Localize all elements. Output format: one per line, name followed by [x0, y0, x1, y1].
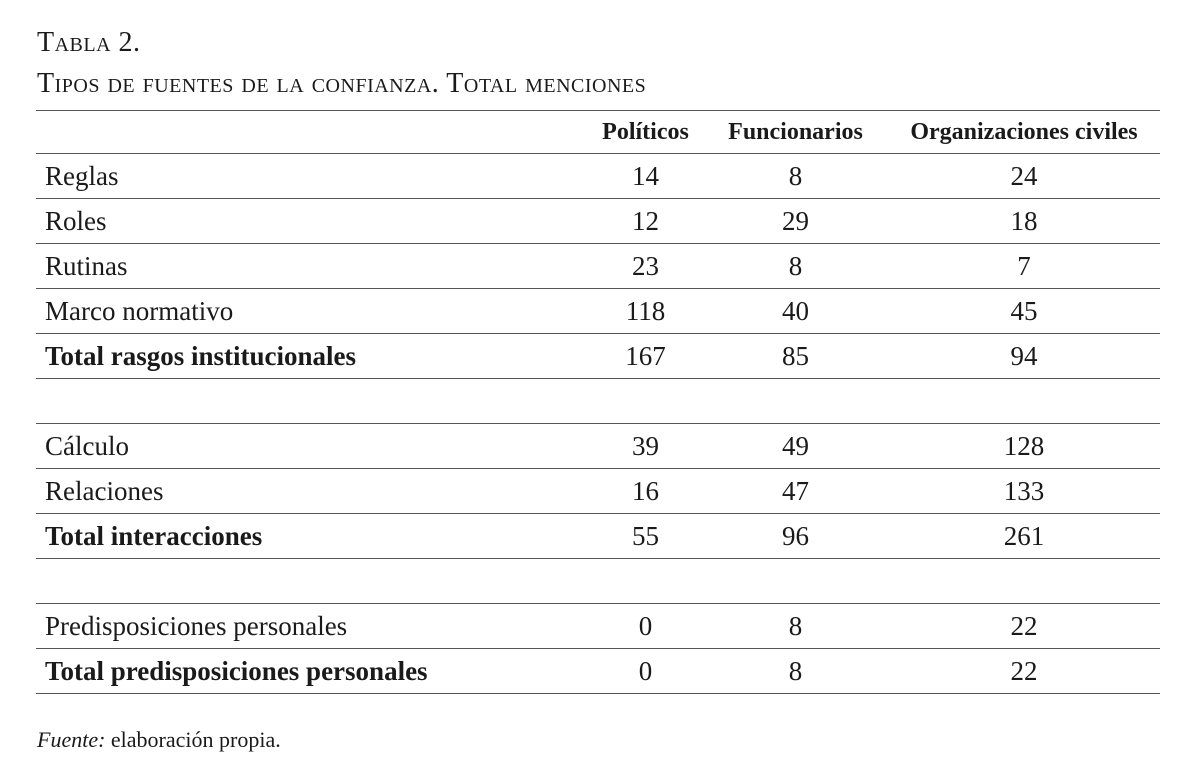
total-label: Total rasgos institucionales [36, 334, 588, 379]
row-label: Roles [36, 199, 588, 244]
source-note [37, 727, 281, 753]
table-number: Tabla 2. [37, 27, 141, 58]
cell-politicos: 167 [588, 334, 703, 379]
table-row [36, 289, 1160, 334]
spacer-row [36, 379, 1160, 424]
cell-organizaciones: 261 [888, 514, 1160, 559]
data-table [36, 110, 1160, 694]
source-text: elaboración propia. [110, 727, 281, 752]
total-row [36, 514, 1160, 559]
cell-funcionarios: 8 [703, 154, 888, 199]
row-label: Reglas [36, 154, 588, 199]
cell-funcionarios: 49 [703, 424, 888, 469]
cell-politicos: 12 [588, 199, 703, 244]
row-label: Rutinas [36, 244, 588, 289]
cell-politicos: 16 [588, 469, 703, 514]
header-politicos: Políticos [588, 111, 703, 154]
header-funcionarios: Funcionarios [703, 111, 888, 154]
table-row [36, 154, 1160, 199]
header-empty [36, 111, 588, 154]
total-label: Total interacciones [36, 514, 588, 559]
cell-funcionarios: 40 [703, 289, 888, 334]
table-row [36, 604, 1160, 649]
cell-funcionarios: 8 [703, 604, 888, 649]
cell-organizaciones: 94 [888, 334, 1160, 379]
cell-funcionarios: 96 [703, 514, 888, 559]
cell-funcionarios: 8 [703, 649, 888, 694]
cell-politicos: 55 [588, 514, 703, 559]
table-row [36, 469, 1160, 514]
cell-organizaciones: 45 [888, 289, 1160, 334]
cell-organizaciones: 22 [888, 604, 1160, 649]
spacer-row [36, 559, 1160, 604]
cell-organizaciones: 133 [888, 469, 1160, 514]
cell-organizaciones: 22 [888, 649, 1160, 694]
cell-politicos: 14 [588, 154, 703, 199]
cell-organizaciones: 128 [888, 424, 1160, 469]
table-row [36, 424, 1160, 469]
row-label: Cálculo [36, 424, 588, 469]
total-label: Total predisposiciones personales [36, 649, 588, 694]
cell-politicos: 0 [588, 649, 703, 694]
cell-funcionarios: 47 [703, 469, 888, 514]
total-row [36, 334, 1160, 379]
table-row [36, 244, 1160, 289]
table-row [36, 199, 1160, 244]
cell-organizaciones: 24 [888, 154, 1160, 199]
header-organizaciones: Organizaciones civiles [888, 111, 1160, 154]
cell-funcionarios: 29 [703, 199, 888, 244]
cell-politicos: 0 [588, 604, 703, 649]
cell-organizaciones: 7 [888, 244, 1160, 289]
source-label: Fuente: [37, 727, 106, 752]
table-title: Tipos de fuentes de la confianza. Total menciones [37, 68, 647, 99]
cell-politicos: 39 [588, 424, 703, 469]
cell-politicos: 118 [588, 289, 703, 334]
cell-funcionarios: 85 [703, 334, 888, 379]
total-row [36, 649, 1160, 694]
row-label: Marco normativo [36, 289, 588, 334]
spacer-cell [36, 379, 1160, 424]
header-row [36, 111, 1160, 154]
cell-funcionarios: 8 [703, 244, 888, 289]
row-label: Relaciones [36, 469, 588, 514]
spacer-cell [36, 559, 1160, 604]
cell-organizaciones: 18 [888, 199, 1160, 244]
row-label: Predisposiciones personales [36, 604, 588, 649]
cell-politicos: 23 [588, 244, 703, 289]
